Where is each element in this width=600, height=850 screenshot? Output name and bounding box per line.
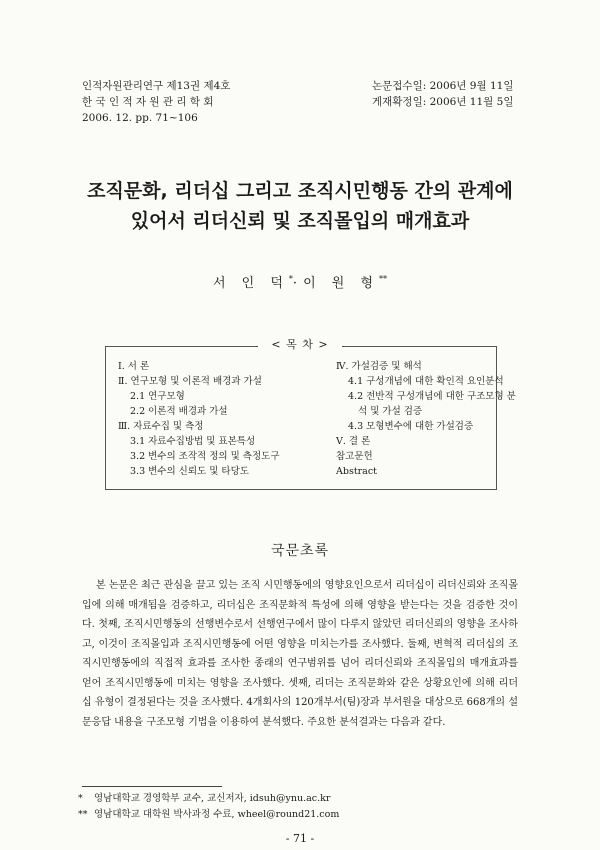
author-line: [0, 272, 600, 291]
toc-item: 2.1 연구모형: [130, 391, 185, 402]
toc-item: 3.2 변수의 조작적 정의 및 측정도구: [130, 451, 280, 462]
journal-info: [82, 78, 230, 126]
author-1-mark: *: [288, 274, 293, 284]
footnote-divider: [82, 786, 222, 787]
author-2: 이 원 형: [303, 276, 380, 291]
title-line-2: 있어서 리더신뢰 및 조직몰입의 매개효과: [130, 210, 470, 232]
table-of-contents-box: [105, 346, 516, 490]
issue-pages: 2006. 12. pp. 71~106: [82, 112, 198, 124]
title-line-1: 조직문화, 리더십 그리고 조직시민행동 간의 관계에: [87, 180, 513, 202]
abstract-heading: 국문초록: [270, 543, 330, 559]
toc-heading: < 목 차 >: [258, 336, 342, 352]
footnote-2: [78, 808, 339, 822]
footnote-1: [78, 792, 330, 806]
toc-item: 4.2 전반적 구성개념에 대한 구조모형 분: [348, 391, 516, 402]
society-name: 한 국 인 적 자 원 관 리 학 회: [82, 96, 214, 108]
footnote-2-text: 영남대학교 대학원 박사과정 수료, wheel@round21.com: [94, 809, 340, 820]
toc-item: Ⅴ. 결 론: [336, 436, 371, 447]
author-2-mark: **: [379, 274, 388, 284]
footnote-1-text: 영남대학교 경영학부 교수, 교신저자, idsuh@ynu.ac.kr: [94, 793, 331, 804]
toc-item: 4.3 모형변수에 대한 가설검증: [348, 421, 474, 432]
toc-item: Abstract: [336, 466, 377, 477]
author-separator: ·: [292, 276, 304, 291]
received-date: 논문접수일: 2006년 9월 11일: [372, 80, 514, 92]
toc-item: 4.1 구성개념에 대한 확인적 요인분석: [348, 376, 504, 387]
toc-right-column: [336, 359, 516, 479]
toc-item: 3.1 자료수집방법 및 표본특성: [130, 436, 256, 447]
abstract-body: 본 논문은 최근 관심을 끌고 있는 조직 시민행동에의 영향요인으로서 리더십이 리더신뢰와 조직몰입에 의해 매개됨을 검증하고, 리더십은 조직문화적 특성에 의해 영향을 받는다는 것을 검증한 것이다. 첫째, 조직시민행동의 선행변수로서 선행연구에서 많이 다루지 않았던 리더신뢰의 영향을 조사하고, 이것이 조직몰입과 조직시민행동에 어떤 영향을 미치는가를 조사했다. 둘째, 변혁적 리더십의 조직시민행동에의 직접적 효과를 조사한 종래의 연구범위를 넘어 리더신뢰와 조직몰입의 매개효과를 얻어 조직시민행동에 미치는 영향을 조사했다. 셋째, 리더는 조직문화와 같은 상황요인에 의해 리더십 유형이 결정된다는 것을 조사했다. 4개회사의 120개부서(팀)장과 부서원을 대상으로 668개의 설문응답 내용을 구조모형 기법을 이용하여 분석했다. 주요한 분석결과는 다음과 같다.: [82, 580, 518, 728]
footnote-1-mark: *: [78, 793, 83, 804]
page-number: - 71 -: [285, 832, 315, 845]
toc-left-column: [118, 359, 280, 479]
accepted-date: 게재확정일: 2006년 11월 5일: [372, 96, 514, 108]
journal-name: 인적자원관리연구 제13권 제4호: [82, 80, 231, 92]
toc-item: Ⅳ. 가설검증 및 해석: [336, 361, 422, 372]
submission-dates: [372, 78, 513, 110]
toc-item: 3.3 변수의 신뢰도 및 타당도: [130, 466, 249, 477]
footnote-2-mark: **: [78, 809, 88, 820]
paper-title: [60, 176, 540, 236]
author-1: 서 인 덕: [212, 276, 289, 291]
toc-item: 석 및 가설 검증: [358, 406, 423, 417]
toc-item: Ⅲ. 자료수집 및 측정: [118, 421, 204, 432]
toc-item: Ⅰ. 서 론: [118, 361, 150, 372]
toc-item: 2.2 이론적 배경과 가설: [130, 406, 228, 417]
toc-item: Ⅱ. 연구모형 및 이론적 배경과 가설: [118, 376, 262, 387]
toc-item: 참고문헌: [336, 451, 373, 462]
